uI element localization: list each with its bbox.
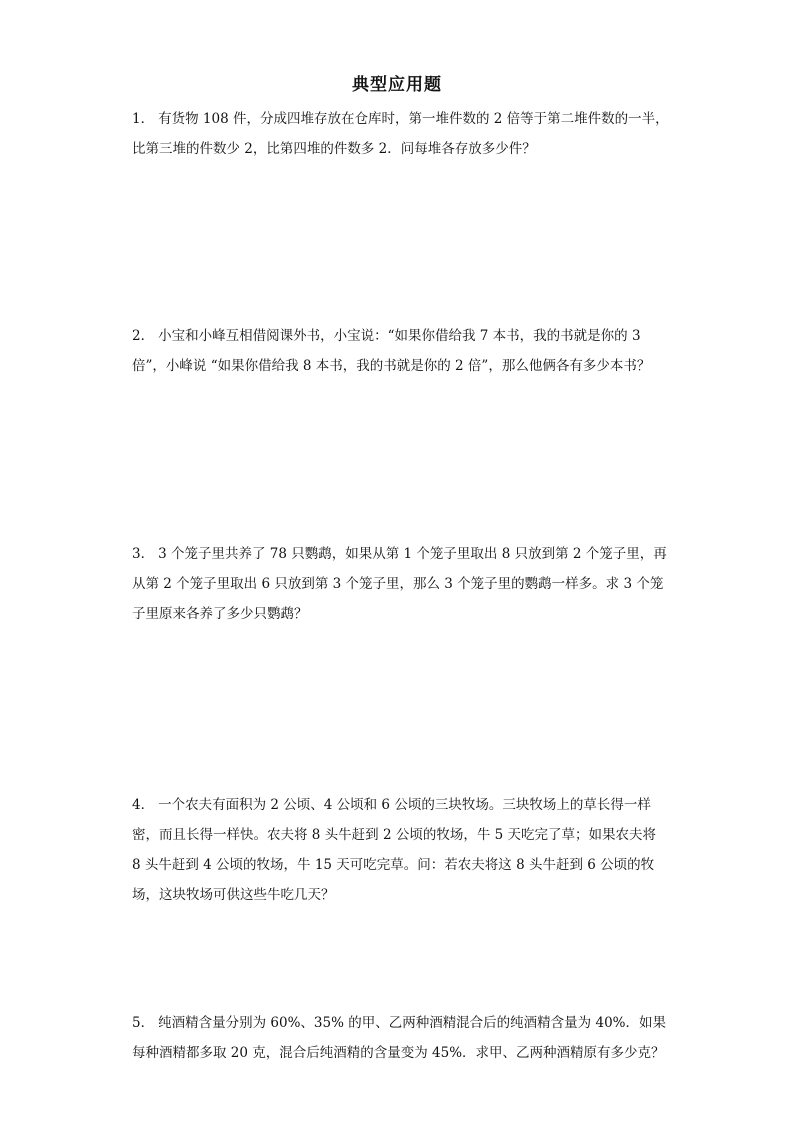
question-line (132, 1008, 672, 1038)
question-4 (132, 790, 672, 910)
question-line (132, 790, 672, 820)
question-line: 比第三堆的件数少 2，比第四堆的件数多 2．问每堆各存放多少件？ (132, 141, 536, 157)
question-text: 有货物 108 件，分成四堆存放在仓库时，第一堆件数的 2 倍等于第二堆件数的一半， (158, 111, 669, 127)
question-5 (132, 1008, 672, 1068)
question-line (132, 539, 672, 569)
question-1 (132, 104, 672, 164)
question-text: 纯酒精含量分别为 60%、35% 的甲、乙两种酒精混合后的纯酒精含量为 40%．如果 (158, 1015, 666, 1031)
question-line: 场，这块牧场可供这些牛吃几天？ (132, 887, 335, 903)
question-line (132, 104, 672, 134)
question-line: 倍”，小峰说 “如果你借给我 8 本书，我的书就是你的 2 倍”，那么他俩各有多少本书？ (132, 358, 651, 374)
page-title: 典型应用题 (352, 75, 442, 95)
question-number: 1． (132, 111, 155, 127)
question-text: 小宝和小峰互相借阅课外书，小宝说：“如果你借给我 7 本书，我的书就是你的 3 (158, 328, 641, 344)
question-number: 3． (132, 546, 155, 562)
question-number: 5． (132, 1015, 155, 1031)
question-number: 4． (132, 797, 155, 813)
question-line: 子里原来各养了多少只鹦鹉？ (132, 606, 308, 622)
question-line: 每种酒精都多取 20 克，混合后纯酒精的含量变为 45%．求甲、乙两种酒精原有多少克？ (132, 1045, 665, 1061)
question-2 (132, 321, 672, 381)
question-3 (132, 539, 672, 629)
question-text: 一个农夫有面积为 2 公顷、4 公顷和 6 公顷的三块牧场。三块牧场上的草长得一样 (158, 797, 651, 813)
question-line: 从第 2 个笼子里取出 6 只放到第 3 个笼子里，那么 3 个笼子里的鹦鹉一样多。求 3 个笼 (132, 576, 664, 592)
question-number: 2． (132, 328, 155, 344)
question-text: 3 个笼子里共养了 78 只鹦鹉，如果从第 1 个笼子里取出 8 只放到第 2 个笼子里，再 (158, 546, 667, 562)
question-line: 8 头牛赶到 4 公顷的牧场，牛 15 天可吃完草。问：若农夫将这 8 头牛赶到 6 公顷的牧 (132, 857, 655, 873)
question-line (132, 321, 672, 351)
question-line: 密，而且长得一样快。农夫将 8 头牛赶到 2 公顷的牧场，牛 5 天吃完了草；如果农夫将 (132, 827, 657, 843)
